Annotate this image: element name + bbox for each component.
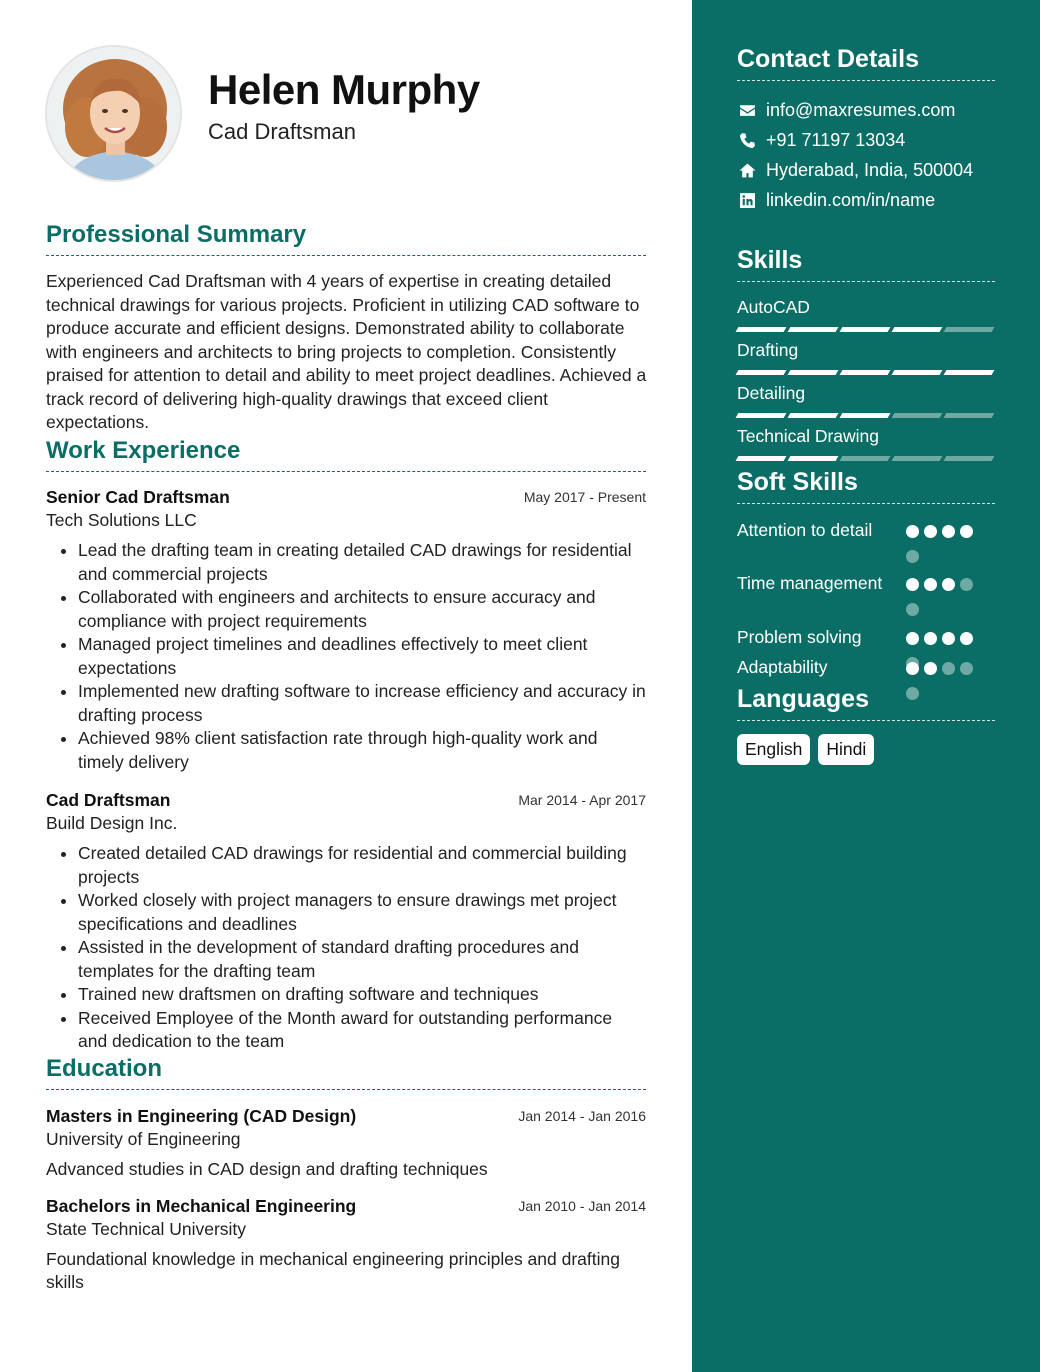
candidate-name: Helen Murphy bbox=[208, 66, 480, 113]
skill-item bbox=[737, 426, 995, 461]
job-company: Build Design Inc. bbox=[46, 813, 178, 833]
education-entry bbox=[46, 1106, 646, 1181]
skill-level-bar bbox=[737, 413, 995, 418]
skill-level-segment bbox=[892, 413, 943, 418]
job-bullet: • Managed project timelines and deadlines effectively to meet client expectations bbox=[78, 633, 646, 680]
skill-level-segment bbox=[892, 370, 943, 375]
job-bullet: • Trained new draftsmen on drafting software and techniques bbox=[78, 983, 646, 1007]
job-date: Mar 2014 - Apr 2017 bbox=[518, 792, 646, 808]
soft-skill-name: Time management bbox=[737, 573, 883, 593]
rating-dot bbox=[924, 578, 937, 591]
rating-dot bbox=[924, 662, 937, 675]
degree: Masters in Engineering (CAD Design) bbox=[46, 1106, 357, 1126]
rating-dot bbox=[906, 550, 919, 563]
contact-address bbox=[737, 160, 973, 181]
skill-level-segment bbox=[840, 370, 891, 375]
education-date: Jan 2014 - Jan 2016 bbox=[518, 1108, 646, 1124]
contact-linkedin[interactable] bbox=[737, 190, 935, 211]
rating-dot bbox=[906, 578, 919, 591]
skill-level-segment bbox=[736, 413, 787, 418]
skill-name: Detailing bbox=[737, 383, 806, 403]
job-bullet: • Assisted in the development of standard drafting procedures and templates for the drafting team bbox=[78, 936, 646, 983]
language-tag: English bbox=[737, 734, 810, 765]
language-tag: Hindi bbox=[818, 734, 874, 765]
job-title: Cad Draftsman bbox=[46, 790, 171, 810]
job-entry bbox=[46, 487, 646, 774]
profile-photo bbox=[45, 45, 182, 182]
skill-level-segment bbox=[736, 370, 787, 375]
degree: Bachelors in Mechanical Engineering bbox=[46, 1196, 357, 1216]
section-title-skills: Skills bbox=[737, 246, 995, 282]
skill-level-segment bbox=[840, 456, 891, 461]
job-bullet: • Created detailed CAD drawings for residential and commercial building projects bbox=[78, 842, 646, 889]
rating-dot bbox=[906, 603, 919, 616]
contact-linkedin-text: linkedin.com/in/name bbox=[766, 190, 936, 210]
phone-icon bbox=[737, 131, 757, 151]
contact-address-text: Hyderabad, India, 500004 bbox=[766, 160, 974, 180]
soft-skill-name: Adaptability bbox=[737, 657, 828, 677]
skill-name: AutoCAD bbox=[737, 297, 810, 317]
section-title-soft-skills: Soft Skills bbox=[737, 468, 995, 504]
job-title: Senior Cad Draftsman bbox=[46, 487, 230, 507]
job-bullet: • Lead the drafting team in creating detailed CAD drawings for residential and commercial projects bbox=[78, 539, 646, 586]
job-bullet: • Implemented new drafting software to increase efficiency and accuracy in drafting process bbox=[78, 680, 646, 727]
school: University of Engineering bbox=[46, 1129, 241, 1149]
languages-list bbox=[737, 734, 874, 765]
skill-level-bar bbox=[737, 327, 995, 332]
contact-email[interactable] bbox=[737, 100, 955, 121]
skill-level-segment bbox=[892, 456, 943, 461]
skill-item bbox=[737, 340, 995, 375]
contact-phone-text: +91 71197 13034 bbox=[766, 130, 906, 150]
skill-level-segment bbox=[840, 413, 891, 418]
skill-level-segment bbox=[736, 327, 787, 332]
rating-dot bbox=[906, 632, 919, 645]
rating-dot bbox=[942, 525, 955, 538]
skill-name: Technical Drawing bbox=[737, 426, 880, 446]
education-entry bbox=[46, 1196, 646, 1294]
candidate-role: Cad Draftsman bbox=[208, 119, 356, 144]
rating-dot bbox=[906, 662, 919, 675]
skill-level-segment bbox=[944, 370, 995, 375]
soft-skill-rating bbox=[906, 525, 986, 575]
rating-dot bbox=[960, 632, 973, 645]
job-company: Tech Solutions LLC bbox=[46, 510, 197, 530]
sidebar bbox=[692, 0, 1040, 1372]
skill-name: Drafting bbox=[737, 340, 799, 360]
soft-skill-rating bbox=[906, 578, 986, 628]
contact-phone[interactable] bbox=[737, 130, 905, 151]
education-description: Advanced studies in CAD design and drafting techniques bbox=[46, 1159, 488, 1179]
skill-level-segment bbox=[944, 456, 995, 461]
rating-dot bbox=[906, 525, 919, 538]
rating-dot bbox=[924, 525, 937, 538]
skill-level-segment bbox=[788, 327, 839, 332]
job-bullet: • Worked closely with project managers to ensure drawings met project specifications and deadlines bbox=[78, 889, 646, 936]
skill-level-segment bbox=[788, 370, 839, 375]
job-entry bbox=[46, 790, 646, 1054]
skill-level-segment bbox=[892, 327, 943, 332]
skill-level-segment bbox=[736, 456, 787, 461]
job-bullets bbox=[46, 842, 646, 1054]
summary-text: Experienced Cad Draftsman with 4 years of expertise in creating detailed technical drawings for various projects. Proficient in utilizing CAD software to produce accurate and efficient designs. Demonstrated ability to collaborate with engineers and architects to bring projects to completion. Consistently praised for attention to detail and ability to meet project deadlines. Achieved a track record of delivering high-quality drawings that exceed client expectations. bbox=[46, 271, 647, 432]
rating-dot bbox=[942, 662, 955, 675]
job-bullet: • Collaborated with engineers and architects to ensure accuracy and compliance with project requirements bbox=[78, 586, 646, 633]
education-date: Jan 2010 - Jan 2014 bbox=[518, 1198, 646, 1214]
section-title-experience: Work Experience bbox=[46, 437, 646, 472]
skill-item bbox=[737, 383, 995, 418]
section-title-contact: Contact Details bbox=[737, 45, 995, 81]
rating-dot bbox=[960, 578, 973, 591]
job-bullet: • Achieved 98% client satisfaction rate through high-quality work and timely delivery bbox=[78, 727, 646, 774]
skill-level-bar bbox=[737, 456, 995, 461]
soft-skill-name: Attention to detail bbox=[737, 520, 873, 540]
job-bullets bbox=[46, 539, 646, 774]
skill-level-segment bbox=[788, 413, 839, 418]
rating-dot bbox=[960, 662, 973, 675]
skill-item bbox=[737, 297, 995, 332]
skill-level-segment bbox=[944, 327, 995, 332]
envelope-icon bbox=[737, 101, 757, 121]
section-title-education: Education bbox=[46, 1055, 646, 1090]
rating-dot bbox=[942, 578, 955, 591]
section-title-summary: Professional Summary bbox=[46, 221, 646, 256]
skill-level-segment bbox=[840, 327, 891, 332]
job-bullet: • Received Employee of the Month award for outstanding performance and dedication to the team bbox=[78, 1007, 646, 1054]
contact-email-text: info@maxresumes.com bbox=[766, 100, 956, 120]
skill-level-bar bbox=[737, 370, 995, 375]
rating-dot bbox=[960, 525, 973, 538]
school: State Technical University bbox=[46, 1219, 247, 1239]
soft-skill-name: Problem solving bbox=[737, 627, 862, 647]
skill-level-segment bbox=[788, 456, 839, 461]
linkedin-icon bbox=[737, 191, 757, 211]
skill-level-segment bbox=[944, 413, 995, 418]
home-icon bbox=[737, 161, 757, 181]
job-date: May 2017 - Present bbox=[523, 489, 646, 505]
rating-dot bbox=[924, 632, 937, 645]
rating-dot bbox=[942, 632, 955, 645]
education-description: Foundational knowledge in mechanical engineering principles and drafting skills bbox=[46, 1249, 620, 1292]
section-title-languages: Languages bbox=[737, 685, 995, 721]
